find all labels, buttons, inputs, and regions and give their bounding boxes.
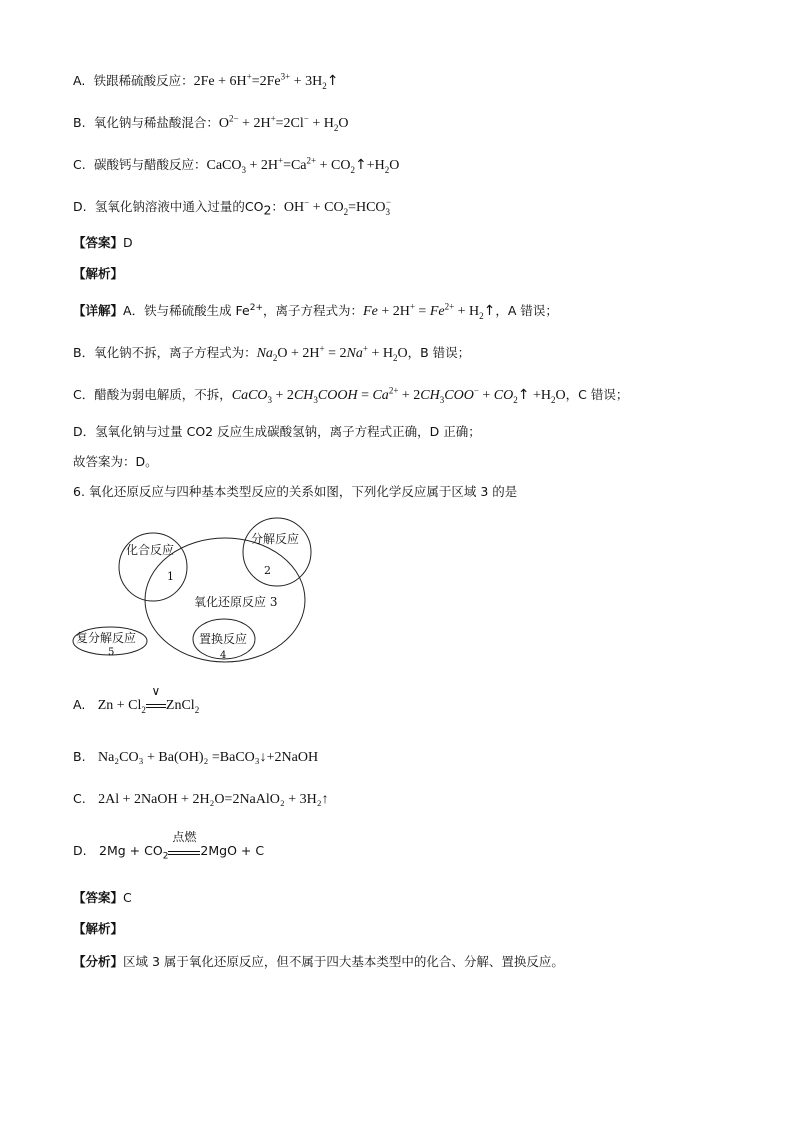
q6-option-a <box>73 684 200 715</box>
analysis-text: 区域 3 属于氧化还原反应，但不属于四大基本类型中的化合、分解、置换反应。 <box>123 954 564 969</box>
option-text: 氢氧化钠溶液中通入过量的CO <box>94 199 264 214</box>
analysis-line <box>73 265 123 283</box>
reaction-condition: 点燃 <box>172 830 197 844</box>
analysis-tag: 【解析】 <box>73 921 124 936</box>
condition-stack <box>146 684 166 715</box>
q6-answer-line <box>73 889 132 907</box>
option-d <box>73 198 391 217</box>
decomposition-circle <box>243 518 311 586</box>
option-label: B. <box>73 115 86 130</box>
condition-stack <box>168 830 200 861</box>
detail-tag: 【详解】 <box>73 303 124 318</box>
decomposition-label: 分解反应 <box>251 532 300 546</box>
stem-text: 6. 氧化还原反应与四种基本类型反应的关系如图，下列化学反应属于区域 3 的是 <box>73 484 518 499</box>
option-label: C. <box>73 791 86 806</box>
region-4-number: 4 <box>220 650 227 661</box>
detail-d <box>73 423 481 441</box>
detail-b <box>73 344 470 363</box>
equation: $2Fe + 6H^+=2Fe^{3+}$ + $3H_2↑$ <box>193 71 339 91</box>
detail-text: ，B 错误； <box>407 345 471 360</box>
region-2-number: 2 <box>264 564 271 577</box>
equation: CaCO$_3$ + $2H^+=Ca^{2+}$ + $CO_2↑+H_2O$ <box>206 155 400 175</box>
answer-line <box>73 234 133 252</box>
detail-text: ，C 错误； <box>565 387 629 402</box>
answer-value: C <box>123 890 132 905</box>
option-text: 碳酸钙与醋酸反应： <box>93 157 207 172</box>
reaction-condition: ∨ <box>151 684 161 698</box>
option-a <box>73 72 338 91</box>
detail-text: B．氧化钠不拆，离子方程式为： <box>73 345 257 360</box>
answer-tag: 【答案】 <box>73 235 124 250</box>
conclusion <box>73 453 158 471</box>
equals-bar <box>146 704 166 708</box>
eq-left: 2Mg + CO <box>99 843 163 858</box>
option-label: A. <box>73 697 86 712</box>
detail-text: A．铁与稀硫酸生成 Fe <box>123 303 250 318</box>
option-label: A. <box>73 73 86 88</box>
equation: $Na_2O + 2H^+ = 2Na^+ + H_2O$ <box>256 343 408 363</box>
option-text-sub: 2 <box>263 202 272 218</box>
detail-text: C．醋酸为弱电解质，不拆， <box>73 387 232 402</box>
analysis-head: 【分析】 <box>73 954 124 969</box>
eq-right-sub: 2 <box>194 704 200 715</box>
eq-left: Zn + Cl <box>97 698 142 713</box>
eq-left-sub: 2 <box>162 851 169 862</box>
option-c <box>73 156 399 175</box>
q6-analysis-detail <box>73 953 564 971</box>
option-label: D. <box>73 199 87 214</box>
detail-a <box>73 302 558 321</box>
venn-diagram <box>68 512 318 667</box>
question-stem <box>73 483 517 501</box>
detail-text: ，A 错误； <box>495 303 558 318</box>
option-text: 氧化钠与稀盐酸混合： <box>93 115 219 130</box>
analysis-tag: 【解析】 <box>73 266 124 281</box>
option-text: 铁跟稀硫酸反应： <box>93 73 194 88</box>
equation: $O^{2-} + 2H^+=2Cl^- + H_2O$ <box>218 113 349 133</box>
answer-tag: 【答案】 <box>73 890 124 905</box>
region-1-number: 1 <box>167 570 174 583</box>
detail-sup: 2+ <box>249 302 264 313</box>
option-text-2: ： <box>271 199 284 214</box>
option-label: D. <box>73 843 87 858</box>
eq-left-sub: 2 <box>141 704 146 715</box>
equals-bar <box>168 851 200 855</box>
detail-text: ，离子方程式为： <box>263 303 364 318</box>
equation: Na₂CO₃ + Ba(OH)₂ =BaCO₃↓+2NaOH <box>97 750 319 765</box>
q6-option-d <box>73 830 265 862</box>
region-5-number: 5 <box>108 647 115 658</box>
option-label: B. <box>73 749 86 764</box>
equation: CaCO$_3$ + $2CH_3COOH = Ca^{2+} + 2CH_3COO^-$ + $CO_2↑ +H_2O$ <box>231 385 566 405</box>
combination-label: 化合反应 <box>126 543 175 557</box>
q6-analysis-line <box>73 920 123 938</box>
eq-right: 2MgO + C <box>200 843 265 858</box>
option-b <box>73 114 348 133</box>
equation: 2Al + 2NaOH + 2H₂O=2NaAlO₂ + 3H₂↑ <box>98 792 329 807</box>
detail-c <box>73 386 628 405</box>
conclusion-text: 故答案为：D。 <box>73 454 158 469</box>
detail-text: D．氢氧化钠与过量 CO2 反应生成碳酸氢钠，离子方程式正确，D 正确； <box>73 424 481 439</box>
redox-label: 氧化还原反应 3 <box>194 595 278 609</box>
double-decomp-label: 复分解反应 <box>76 631 137 645</box>
equation <box>99 830 265 862</box>
replacement-label: 置换反应 <box>199 632 248 646</box>
equation: $Fe + 2H^+ = Fe^{2+}$ + $H_2↑$ <box>363 301 496 321</box>
equation <box>97 684 200 715</box>
answer-value: D <box>123 235 133 250</box>
q6-option-b <box>73 748 318 767</box>
q6-option-c <box>73 790 329 809</box>
eq-right: ZnCl <box>165 698 195 713</box>
option-label: C. <box>73 157 86 172</box>
equation: $OH^- + CO_2=HCO_3^-$ <box>283 197 392 217</box>
